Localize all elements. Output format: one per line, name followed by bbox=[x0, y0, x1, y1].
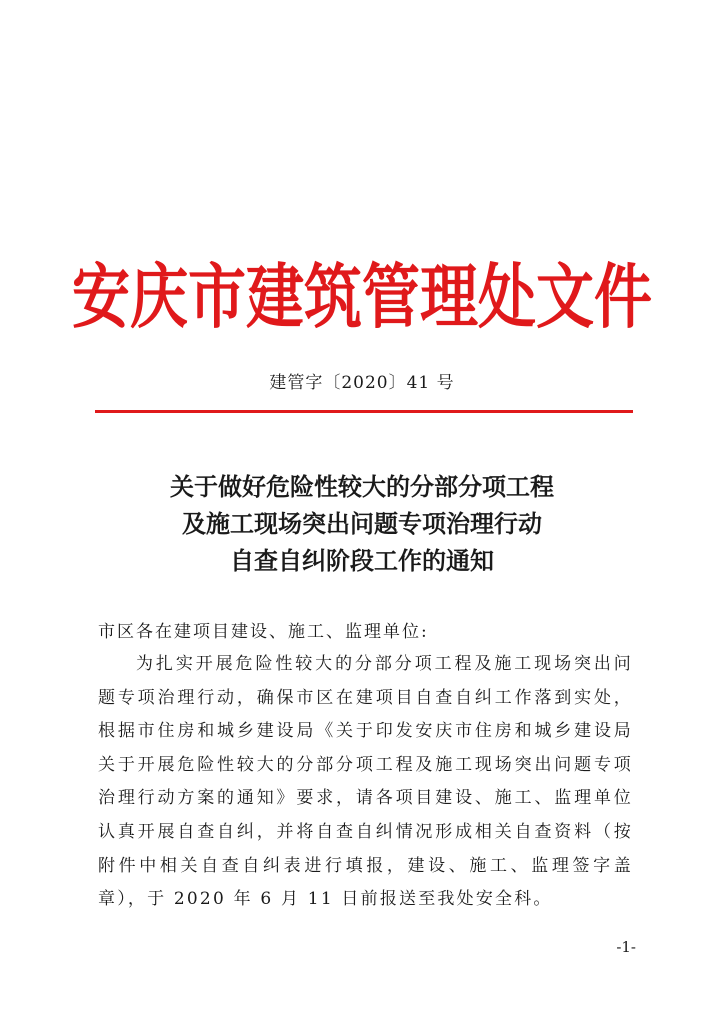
document-masthead: 安庆市建筑管理处文件 bbox=[71, 256, 652, 338]
salutation: 市区各在建项目建设、施工、监理单位: bbox=[98, 622, 429, 642]
document-number: 建管字〔2020〕41 号 bbox=[269, 373, 455, 393]
red-divider-line bbox=[95, 410, 633, 413]
page-number: -1- bbox=[616, 938, 636, 956]
title-line: 及施工现场突出问题专项治理行动 bbox=[182, 509, 542, 538]
document-title bbox=[0, 468, 724, 579]
body-paragraph: 为扎实开展危险性较大的分部分项工程及施工现场突出问题专项治理行动，确保市区在建项目自查自纠工作落到实处，根据市住房和城乡建设局《关于印发安庆市住房和城乡建设局关于开展危险性较大的分部分项工程及施工现场突出问题专项治理行动方案的通知》要求，请各项目建设、施工、监理单位认真开展自查自纠，并将自查自纠情况形成相关自查资料（按附件中相关自查自纠表进行填报，建设、施工、监理签字盖章），于 2020 年 6 月 11 日前报送至我处安全科。 bbox=[98, 654, 633, 910]
title-line: 关于做好危险性较大的分部分项工程 bbox=[170, 472, 554, 501]
title-line: 自查自纠阶段工作的通知 bbox=[230, 546, 494, 575]
